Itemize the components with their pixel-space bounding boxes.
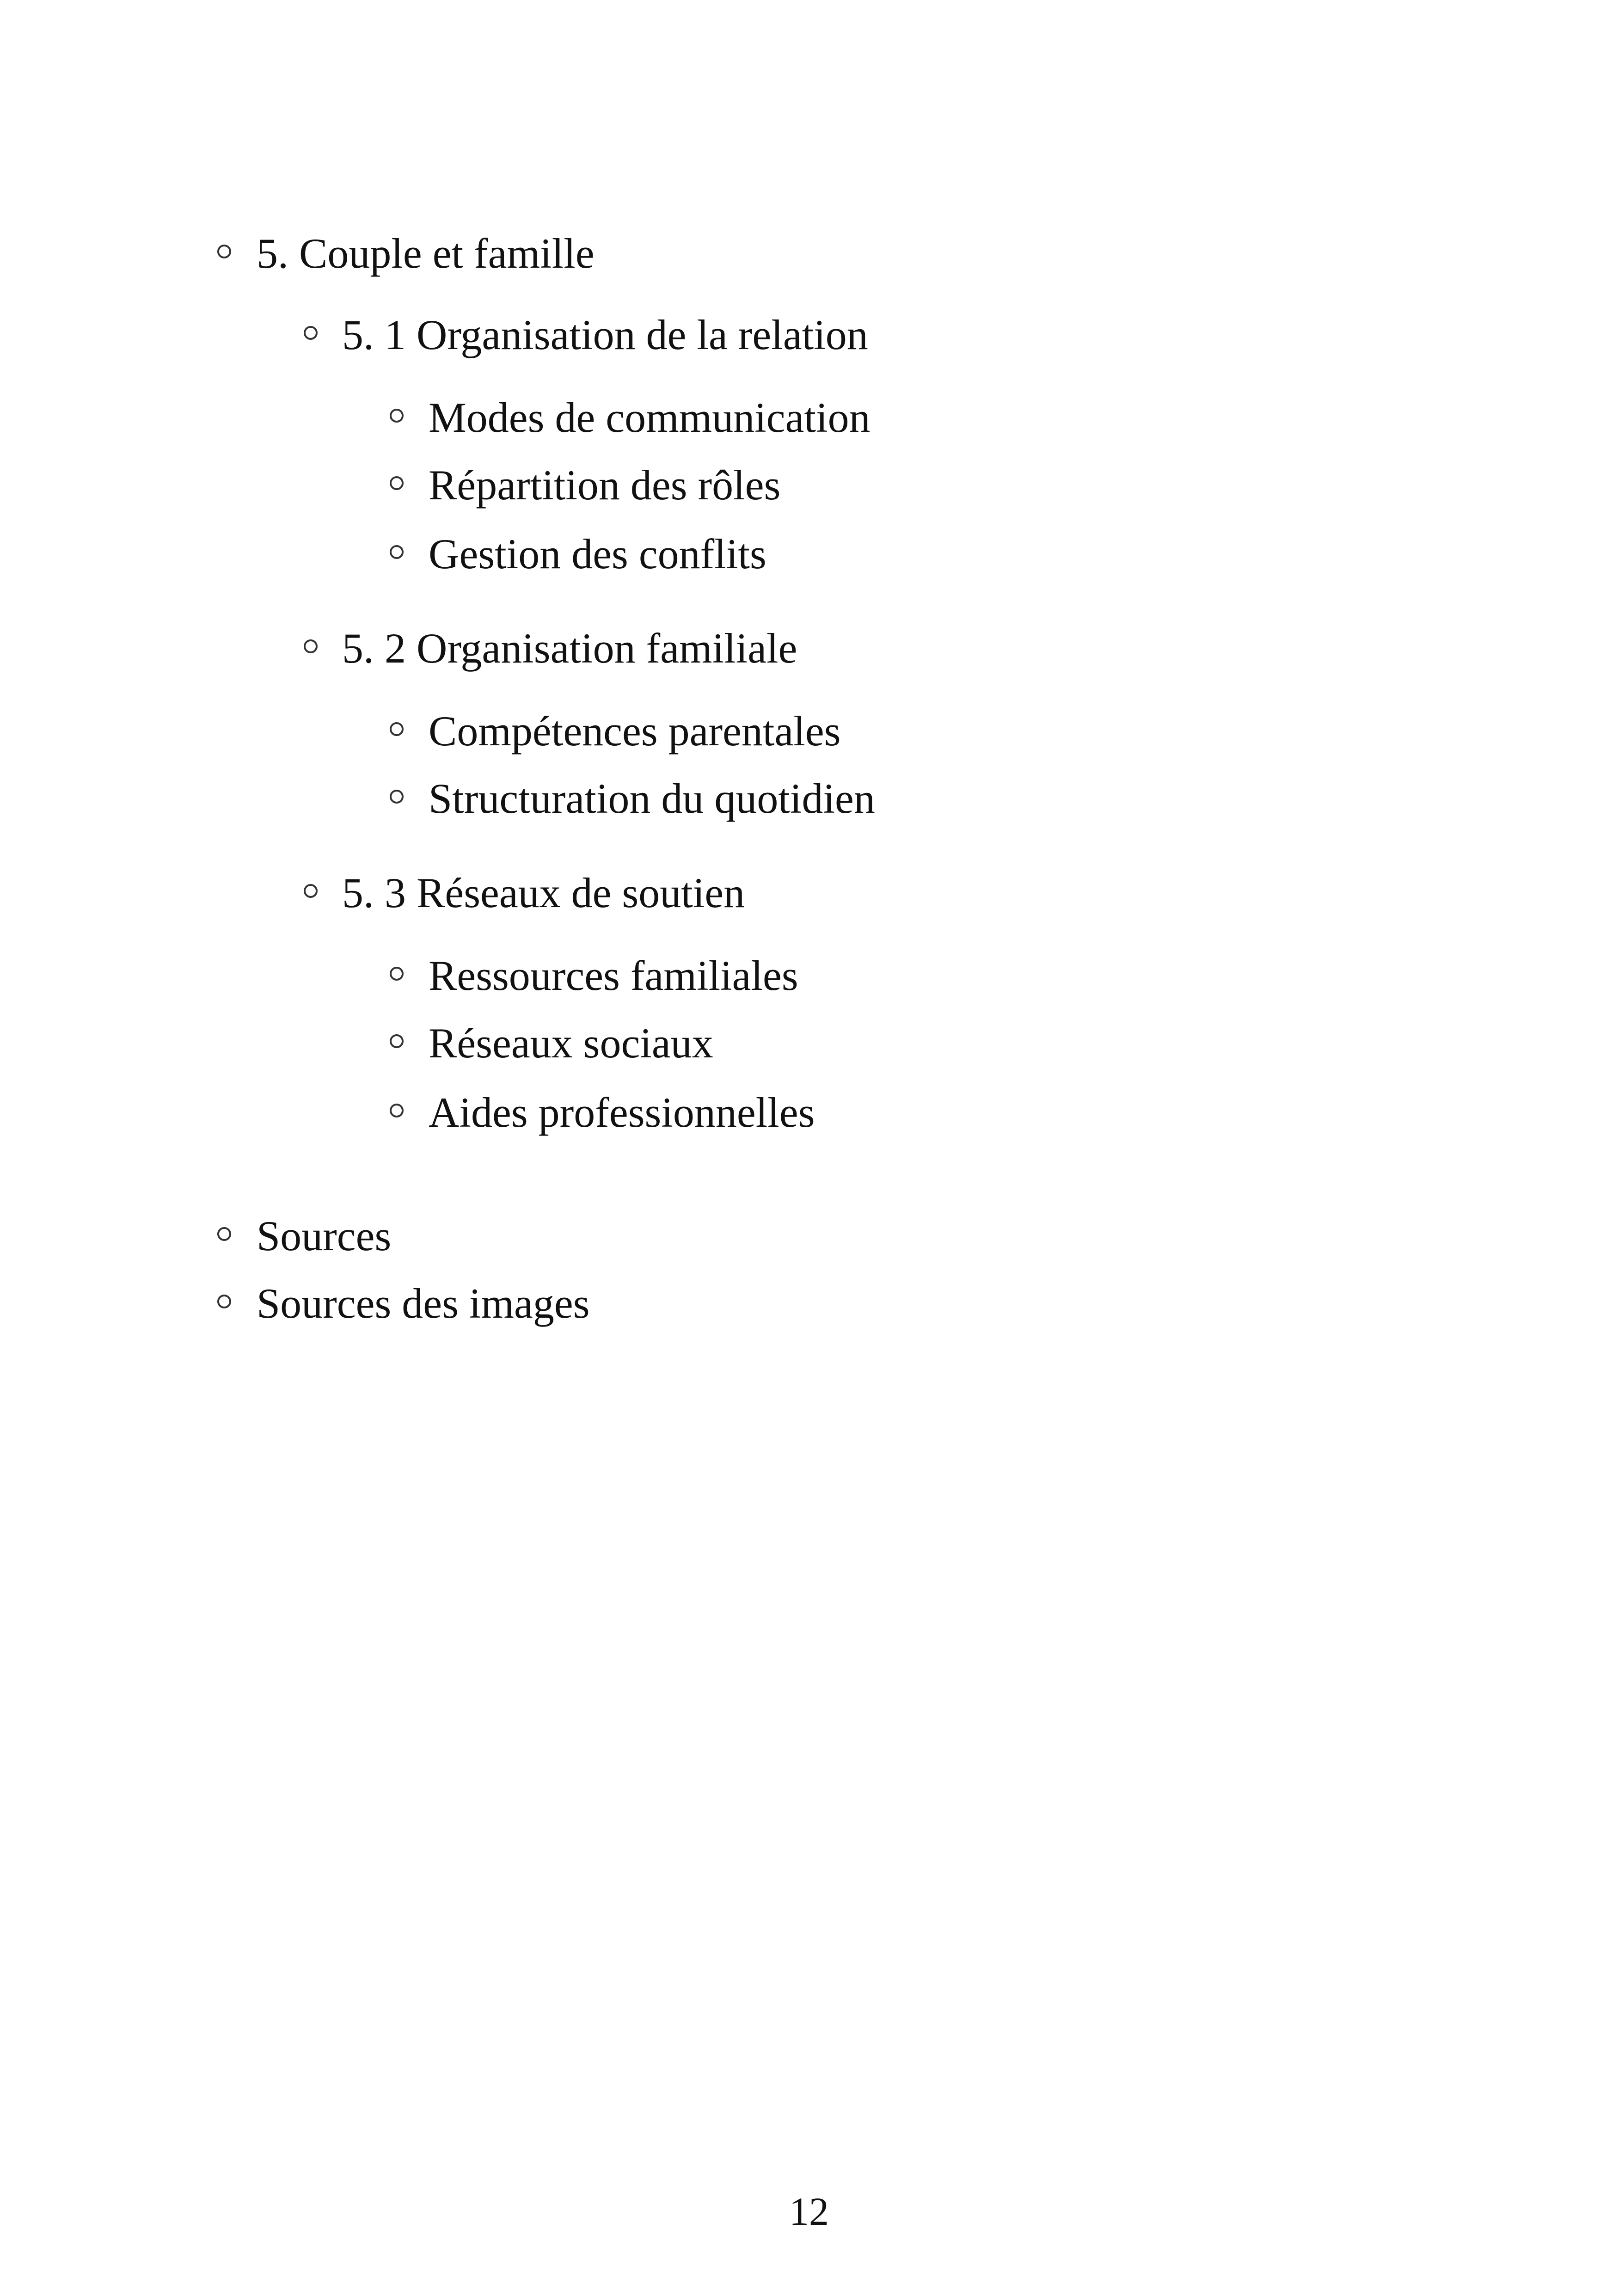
circle-bullet-icon [217,1295,231,1308]
toc-item-label: Aides professionnelles [429,1089,815,1136]
circle-bullet-icon [390,722,404,736]
circle-bullet-icon [304,639,318,653]
circle-bullet-icon [390,1104,404,1117]
toc-subsection-5-3-title: 5. 3 Réseaux de soutien [342,869,745,916]
circle-bullet-icon [390,790,404,804]
toc-image-sources-label: Sources des images [257,1280,590,1327]
circle-bullet-icon [390,476,404,490]
toc-item-label: Ressources familiales [429,952,798,999]
circle-bullet-icon [217,1227,231,1241]
circle-bullet-icon [390,545,404,559]
circle-bullet-icon [390,409,404,423]
circle-bullet-icon [217,245,231,258]
circle-bullet-icon [390,1034,404,1048]
toc-section-5-title: 5. Couple et famille [257,230,594,277]
toc-item-label: Compétences parentales [429,707,841,755]
toc-subsection-5-1-title: 5. 1 Organisation de la relation [342,311,868,358]
toc-item-label: Répartition des rôles [429,461,781,509]
toc-subsection-5-2-title: 5. 2 Organisation familiale [342,625,797,672]
toc-item-label: Modes de communication [429,394,870,441]
circle-bullet-icon [304,884,318,898]
toc-sources-label: Sources [257,1212,392,1259]
toc-item-label: Structuration du quotidien [429,775,875,822]
page-number: 12 [789,2189,829,2234]
circle-bullet-icon [304,326,318,340]
circle-bullet-icon [390,967,404,981]
toc-item-label: Réseaux sociaux [429,1019,713,1067]
toc-item-label: Gestion des conflits [429,530,766,577]
